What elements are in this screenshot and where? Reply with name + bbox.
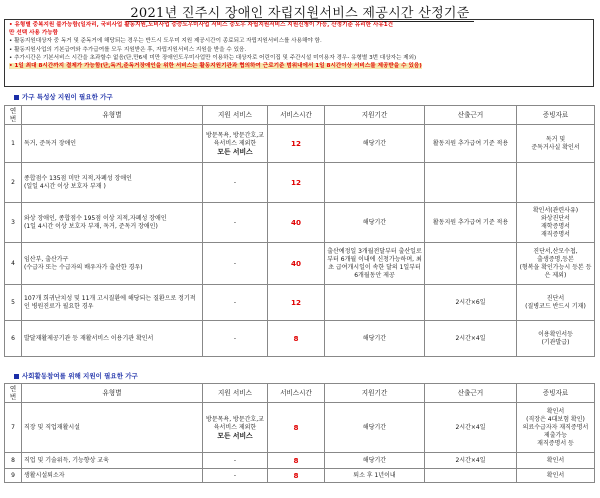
table-row [5,243,595,285]
row-period: 해당기간 [325,321,425,357]
row-service [203,203,268,243]
table-header-row [5,384,595,403]
row-basis: 2시간×6일 [425,285,517,321]
row-basis [425,163,517,203]
table-row [5,163,595,203]
service-text: - [233,298,237,306]
row-hours: 12 [268,163,325,203]
row-type: 임산부, 출산가구 (수급자 또는 수급자의 배우자가 출산한 경우) [22,243,203,285]
notice-line: • 유형별 중복지원 불가능함(일자리, 국비사업 활동지원,도비사업 중증도우미사업 서비스 중도우 자립지원서비스 지원신청이 가능, 산정기준 유리한 사유1건 [9,22,394,28]
table-row [5,453,595,469]
table-row [5,285,595,321]
row-number: 8 [5,453,22,469]
section-heading-1: 가구 특성상 지원이 필요한 가구 [14,92,113,101]
row-period: 해당기간 [325,125,425,163]
row-basis: 2시간×4일 [425,453,517,469]
service-text: - [233,178,237,186]
column-header: 유형별 [22,384,203,403]
row-hours: 8 [268,469,325,483]
row-service [203,243,268,285]
row-number: 7 [5,403,22,453]
row-period: 퇴소 후 1년이내 [325,469,425,483]
row-hours: 40 [268,203,325,243]
table-row [5,125,595,163]
row-service [203,285,268,321]
row-proof: 확인서 [517,453,595,469]
column-header: 산출근거 [425,106,517,125]
row-type: 생활시설퇴소자 [22,469,203,483]
row-proof: 독거 및 준독거사실 확인서 [517,125,595,163]
table-row [5,469,595,483]
row-number: 9 [5,469,22,483]
service-text: - [233,334,237,342]
notice-line: • 활동지원대상자 중 독거 및 준독거에 해당되는 경우는 반드시 도우미 지원 제공시간이 종료되고 자립지원서비스를 사용해야 함. [9,38,322,45]
notice-line: • 추가시간은 기본서비스 시간을 초과할수 없음(단,만6세 미만 장애인도우미사업만 이용하는 대상자로 어린이집 및 주간시설 미이용자 경우- 유형별 3번 대상자는 제외) [9,54,417,61]
column-header: 서비스시간 [268,384,325,403]
row-type: 종합점수 135점 미만 지적,자폐성 장애인 (일일 4시간 이상 보호자 부재 ) [22,163,203,203]
row-number: 1 [5,125,22,163]
square-bullet-icon [14,95,19,100]
square-bullet-icon [14,374,19,379]
row-service [203,469,268,483]
row-number: 2 [5,163,22,203]
column-header: 지원기간 [325,106,425,125]
row-hours: 8 [268,403,325,453]
column-header: 연번 [5,384,22,403]
column-header: 유형별 [22,106,203,125]
row-basis: 2시간×4일 [425,403,517,453]
row-period: 해당기간 [325,403,425,453]
table-row [5,203,595,243]
column-header: 서비스시간 [268,106,325,125]
service-text: - [233,456,237,464]
row-type: 독거, 준독거 장애인 [22,125,203,163]
row-proof [517,163,595,203]
column-header: 지원 서비스 [203,384,268,403]
notice-line-highlight: • 1일 최대 8시간까지 결제가 가능함(단,독거,준독거장애인을 위한 서비스는 활동지원기관과 협의하여 근로기준 범위내에서 1일 8시간이상 서비스를 제공받을 수 있음) [9,63,422,70]
row-service [203,453,268,469]
row-type: 직장 및 직업재활시설 [22,403,203,453]
notice-box [4,19,594,87]
row-proof: 확인서(관련사유) 와상진단서 재학증명서 재직증명서 [517,203,595,243]
notice-line: • 활동지원사업의 기본급여와 추가급여를 모두 지원받은 후, 자립지원서비스 지원을 받을 수 있음. [9,46,247,53]
row-period [325,285,425,321]
row-basis: 활동지원 추가급여 기준 적용 [425,203,517,243]
row-hours: 8 [268,321,325,357]
row-hours: 12 [268,125,325,163]
row-type: 직업 및 기술위득, 기능향상 교육 [22,453,203,469]
column-header: 지원 서비스 [203,106,268,125]
row-type: 발달재활제공기관 등 재활서비스 이용기관 확인서 [22,321,203,357]
row-basis [425,469,517,483]
column-header: 산출근거 [425,384,517,403]
row-proof: 이용확인서등 (기관발급) [517,321,595,357]
table-social [4,383,595,483]
row-type: 107개 희귀난치성 및 11개 고시질환에 해당되는 질환으로 정기적인 병원진료가 필요한 경우 [22,285,203,321]
row-hours: 8 [268,453,325,469]
column-header: 연번 [5,106,22,125]
table-row [5,403,595,453]
row-proof: 확인서 [517,469,595,483]
section-heading-2: 사회활동참여를 위해 지원이 필요한 가구 [14,371,138,380]
service-bold-text: 모든 서비스 [217,147,253,156]
row-service [203,321,268,357]
row-service [203,163,268,203]
table-row [5,321,595,357]
service-text: - [233,471,237,479]
page-title: 2021년 진주시 장애인 자립지원서비스 제공시간 산정기준 [0,2,600,21]
column-header: 증빙자료 [517,384,595,403]
service-text: 방문목욕, 방문간호,교육서비스 제외한 [206,131,264,147]
row-proof: 진단서 (질병코드 반드시 기재) [517,285,595,321]
table-household [4,105,595,357]
row-hours: 40 [268,243,325,285]
service-bold-text: 모든 서비스 [217,431,253,440]
notice-line: 만 선택 사용 가능함 [9,30,59,37]
row-proof: 확인서 (직장은 4대보험 확인) 의료수급자자 재직증명서 제출가능 재직증명서 등 [517,403,595,453]
row-number: 4 [5,243,22,285]
row-type: 와상 장애인, 종합점수 195점 이상 지적,자폐성 장애인 (1일 4시간 이상 보호자 부재, 독거, 준독거 장애인) [22,203,203,243]
row-number: 6 [5,321,22,357]
column-header: 지원기간 [325,384,425,403]
row-basis [425,243,517,285]
row-period: 해당기간 [325,203,425,243]
service-text: - [233,218,237,226]
table-header-row [5,106,595,125]
row-proof: 진단서,산모수첩, 출생증명,등본 (형복을 확인가능시 등본 등은 제외) [517,243,595,285]
row-period: 해당기간 [325,453,425,469]
row-service [203,403,268,453]
column-header: 증빙자료 [517,106,595,125]
row-number: 5 [5,285,22,321]
row-period [325,163,425,203]
row-hours: 12 [268,285,325,321]
row-basis: 활동지원 추가급여 기준 적용 [425,125,517,163]
service-text: - [233,259,237,267]
row-number: 3 [5,203,22,243]
row-period: 출산예정일 3개월전달부터 출산일로부터 6개월 이내에 신청가능하며, 최초 급여개시일이 속한 달의 1일부터 6개월동안 제공 [325,243,425,285]
row-service [203,125,268,163]
service-text: 방문목욕, 방문간호,교육서비스 제외한 [206,415,264,431]
row-basis: 2시간×4일 [425,321,517,357]
